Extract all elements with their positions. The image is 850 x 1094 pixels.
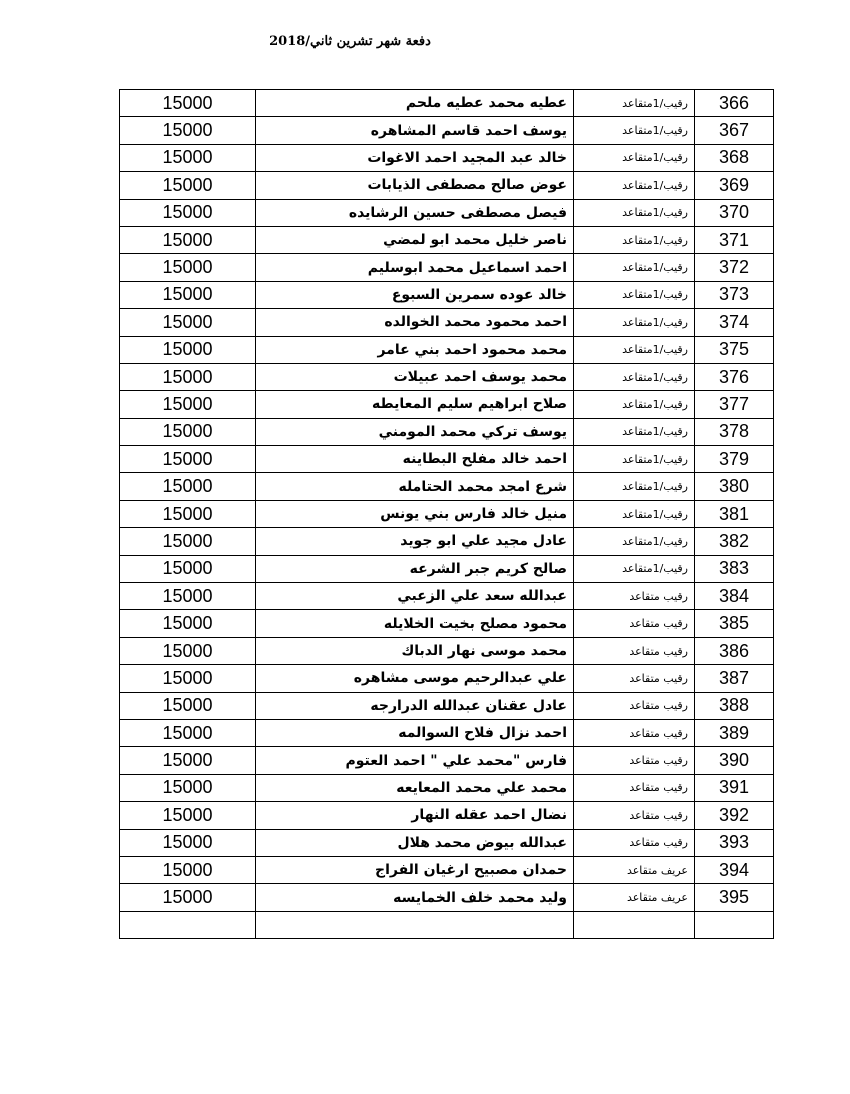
amount-cell: 15000: [120, 719, 256, 746]
number-cell: 394: [695, 856, 774, 883]
table-row: [120, 309, 774, 336]
table-row: [120, 336, 774, 363]
amount-cell: 15000: [120, 226, 256, 253]
name-cell: صالح كريم جبر الشرعه: [256, 555, 574, 582]
name-cell: احمد محمود محمد الخوالده: [256, 309, 574, 336]
rank-cell: رقيب متقاعد: [574, 719, 695, 746]
rank-cell: رقيب متقاعد: [574, 610, 695, 637]
name-cell: خالد عوده سمرين السبوع: [256, 281, 574, 308]
rank-cell: رقيب متقاعد: [574, 747, 695, 774]
table-row: [120, 473, 774, 500]
name-cell: عبدالله سعد علي الزعبي: [256, 583, 574, 610]
number-cell: 370: [695, 199, 774, 226]
amount-cell: [120, 911, 256, 938]
amount-cell: 15000: [120, 336, 256, 363]
table-row: [120, 446, 774, 473]
number-cell: 391: [695, 774, 774, 801]
rank-cell: [574, 911, 695, 938]
name-cell: صلاح ابراهيم سليم المعايطه: [256, 391, 574, 418]
name-cell: عبدالله بيوض محمد هلال: [256, 829, 574, 856]
rank-cell: رقيب/1متقاعد: [574, 254, 695, 281]
rank-cell: رقيب/1متقاعد: [574, 144, 695, 171]
number-cell: 372: [695, 254, 774, 281]
table-row: [120, 747, 774, 774]
rank-cell: رقيب/1متقاعد: [574, 363, 695, 390]
name-cell: [256, 911, 574, 938]
number-cell: 386: [695, 637, 774, 664]
rank-cell: عريف متقاعد: [574, 884, 695, 911]
number-cell: 379: [695, 446, 774, 473]
number-cell: 375: [695, 336, 774, 363]
number-cell: 371: [695, 226, 774, 253]
rank-cell: رقيب متقاعد: [574, 829, 695, 856]
number-cell: 390: [695, 747, 774, 774]
name-cell: محمد يوسف احمد عبيلات: [256, 363, 574, 390]
number-cell: 377: [695, 391, 774, 418]
rank-cell: رقيب متقاعد: [574, 583, 695, 610]
number-cell: 384: [695, 583, 774, 610]
number-cell: 373: [695, 281, 774, 308]
name-cell: فارس "محمد علي " احمد العتوم: [256, 747, 574, 774]
rank-cell: رقيب/1متقاعد: [574, 473, 695, 500]
amount-cell: 15000: [120, 500, 256, 527]
name-cell: محمد محمود احمد بني عامر: [256, 336, 574, 363]
name-cell: خالد عبد المجيد احمد الاغوات: [256, 144, 574, 171]
name-cell: منيل خالد فارس بني يونس: [256, 500, 574, 527]
number-cell: 367: [695, 117, 774, 144]
name-cell: عادل مجيد علي ابو جويد: [256, 528, 574, 555]
table-row: [120, 254, 774, 281]
table-row: [120, 391, 774, 418]
rank-cell: رقيب/1متقاعد: [574, 446, 695, 473]
amount-cell: 15000: [120, 254, 256, 281]
number-cell: 366: [695, 90, 774, 117]
name-cell: يوسف احمد قاسم المشاهره: [256, 117, 574, 144]
rank-cell: عريف متقاعد: [574, 856, 695, 883]
amount-cell: 15000: [120, 583, 256, 610]
table-row: [120, 90, 774, 117]
rank-cell: رقيب متقاعد: [574, 774, 695, 801]
table-row: [120, 692, 774, 719]
name-cell: محمود مصلح بخيت الخلايله: [256, 610, 574, 637]
table-row: [120, 418, 774, 445]
rank-cell: رقيب/1متقاعد: [574, 226, 695, 253]
amount-cell: 15000: [120, 829, 256, 856]
name-cell: عوض صالح مصطفى الذيابات: [256, 172, 574, 199]
name-cell: يوسف تركي محمد المومني: [256, 418, 574, 445]
number-cell: 385: [695, 610, 774, 637]
number-cell: 393: [695, 829, 774, 856]
rank-cell: رقيب/1متقاعد: [574, 528, 695, 555]
table-row: [120, 856, 774, 883]
rank-cell: رقيب/1متقاعد: [574, 555, 695, 582]
rank-cell: رقيب/1متقاعد: [574, 199, 695, 226]
amount-cell: 15000: [120, 418, 256, 445]
table-row: [120, 911, 774, 938]
name-cell: ناصر خليل محمد ابو لمضي: [256, 226, 574, 253]
table-row: [120, 199, 774, 226]
table-row: [120, 144, 774, 171]
name-cell: احمد خالد مفلح البطاينه: [256, 446, 574, 473]
amount-cell: 15000: [120, 637, 256, 664]
amount-cell: 15000: [120, 391, 256, 418]
rank-cell: رقيب/1متقاعد: [574, 117, 695, 144]
table-row: [120, 610, 774, 637]
amount-cell: 15000: [120, 555, 256, 582]
table-row: [120, 719, 774, 746]
table-row: [120, 528, 774, 555]
rank-cell: رقيب متقاعد: [574, 692, 695, 719]
amount-cell: 15000: [120, 172, 256, 199]
amount-cell: 15000: [120, 144, 256, 171]
table-row: [120, 665, 774, 692]
table-row: [120, 500, 774, 527]
table-row: [120, 226, 774, 253]
rank-cell: رقيب/1متقاعد: [574, 90, 695, 117]
name-cell: وليد محمد خلف الخمايسه: [256, 884, 574, 911]
number-cell: 383: [695, 555, 774, 582]
rank-cell: رقيب متقاعد: [574, 637, 695, 664]
table-row: [120, 802, 774, 829]
number-cell: 395: [695, 884, 774, 911]
number-cell: 380: [695, 473, 774, 500]
rank-cell: رقيب/1متقاعد: [574, 172, 695, 199]
rank-cell: رقيب/1متقاعد: [574, 309, 695, 336]
number-cell: 376: [695, 363, 774, 390]
amount-cell: 15000: [120, 446, 256, 473]
rank-cell: رقيب/1متقاعد: [574, 391, 695, 418]
name-cell: عطيه محمد عطيه ملحم: [256, 90, 574, 117]
amount-cell: 15000: [120, 747, 256, 774]
amount-cell: 15000: [120, 199, 256, 226]
rank-cell: رقيب متقاعد: [574, 802, 695, 829]
table-body: [120, 90, 774, 939]
table-row: [120, 172, 774, 199]
rank-cell: رقيب/1متقاعد: [574, 281, 695, 308]
table-row: [120, 774, 774, 801]
amount-cell: 15000: [120, 802, 256, 829]
rank-cell: رقيب/1متقاعد: [574, 500, 695, 527]
number-cell: 389: [695, 719, 774, 746]
amount-cell: 15000: [120, 665, 256, 692]
amount-cell: 15000: [120, 281, 256, 308]
amount-cell: 15000: [120, 309, 256, 336]
name-cell: علي عبدالرحيم موسى مشاهره: [256, 665, 574, 692]
number-cell: [695, 911, 774, 938]
amount-cell: 15000: [120, 363, 256, 390]
number-cell: 388: [695, 692, 774, 719]
name-cell: حمدان مصبيح ارغيان الفراج: [256, 856, 574, 883]
number-cell: 374: [695, 309, 774, 336]
number-cell: 368: [695, 144, 774, 171]
amount-cell: 15000: [120, 528, 256, 555]
table-row: [120, 117, 774, 144]
rank-cell: رقيب/1متقاعد: [574, 418, 695, 445]
number-cell: 387: [695, 665, 774, 692]
amount-cell: 15000: [120, 610, 256, 637]
number-cell: 378: [695, 418, 774, 445]
name-cell: عادل عقنان عبدالله الدرارجه: [256, 692, 574, 719]
number-cell: 392: [695, 802, 774, 829]
name-cell: احمد اسماعيل محمد ابوسليم: [256, 254, 574, 281]
page-title: دفعة شهر تشرين ثاني/2018: [269, 34, 431, 49]
rank-cell: رقيب متقاعد: [574, 665, 695, 692]
number-cell: 381: [695, 500, 774, 527]
table-row: [120, 555, 774, 582]
table-row: [120, 363, 774, 390]
table-row: [120, 829, 774, 856]
table-row: [120, 637, 774, 664]
amount-cell: 15000: [120, 473, 256, 500]
amount-cell: 15000: [120, 884, 256, 911]
table-row: [120, 281, 774, 308]
name-cell: نضال احمد عقله النهار: [256, 802, 574, 829]
amount-cell: 15000: [120, 774, 256, 801]
name-cell: احمد نزال فلاح السوالمه: [256, 719, 574, 746]
name-cell: فيصل مصطفى حسين الرشايده: [256, 199, 574, 226]
payment-table: [119, 89, 774, 939]
table-row: [120, 583, 774, 610]
amount-cell: 15000: [120, 856, 256, 883]
amount-cell: 15000: [120, 117, 256, 144]
amount-cell: 15000: [120, 90, 256, 117]
name-cell: شرع امجد محمد الحتامله: [256, 473, 574, 500]
amount-cell: 15000: [120, 692, 256, 719]
name-cell: محمد علي محمد المعايعه: [256, 774, 574, 801]
rank-cell: رقيب/1متقاعد: [574, 336, 695, 363]
number-cell: 382: [695, 528, 774, 555]
name-cell: محمد موسى نهار الدباك: [256, 637, 574, 664]
table-row: [120, 884, 774, 911]
number-cell: 369: [695, 172, 774, 199]
